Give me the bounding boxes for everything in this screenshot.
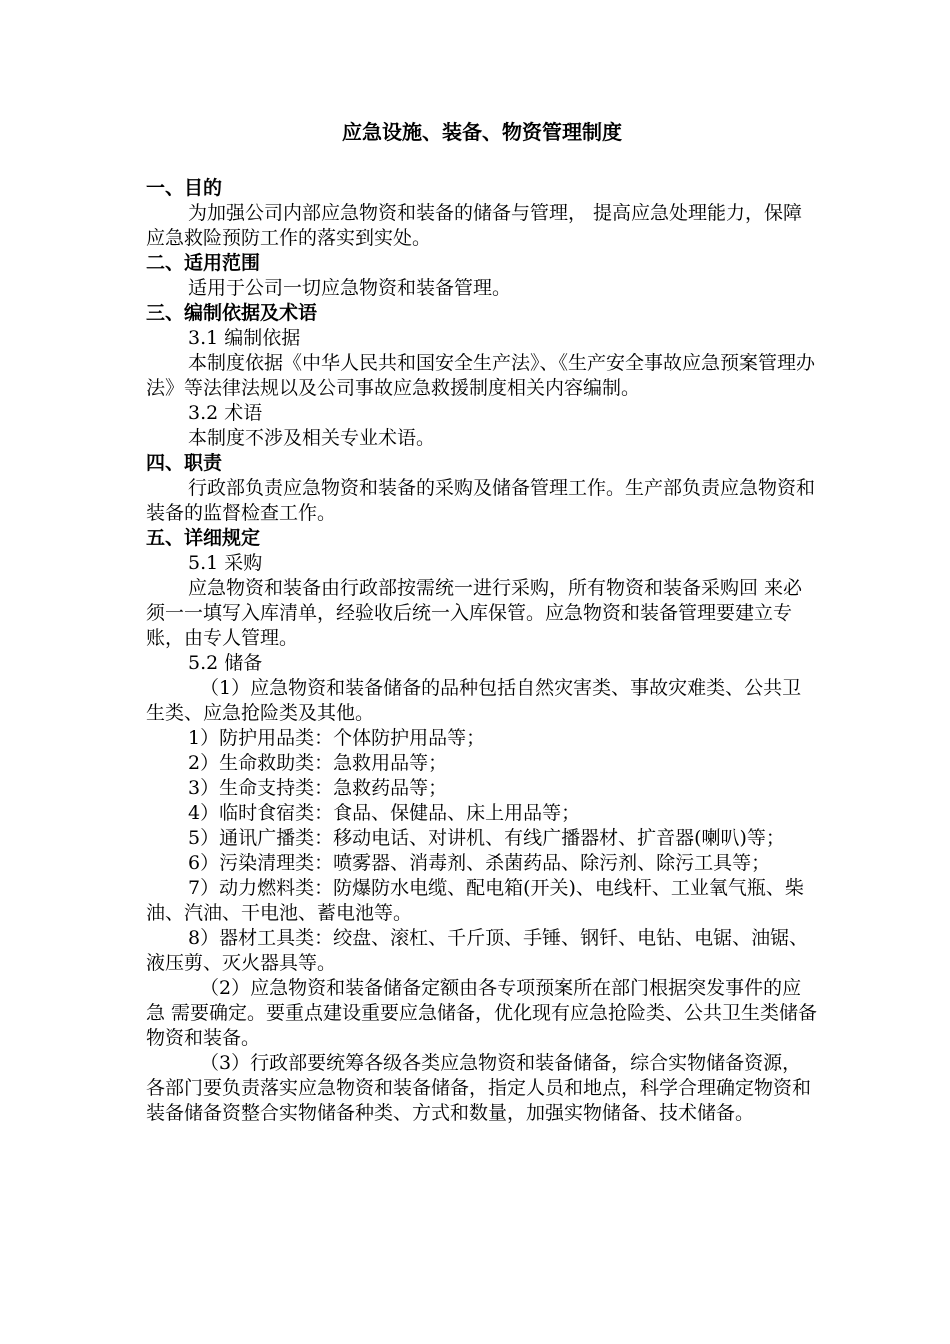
list-item: 1）防护用品类：个体防护用品等；	[188, 727, 486, 749]
paragraph: （2）应急物资和装备储备定额由各专项预案所在部门根据突发事件的应急 需要确定。要重点建设重要应急储备，优化现有应急抢险类、公共卫生类储备物资和装备。	[146, 977, 818, 1049]
paragraph: 为加强公司内部应急物资和装备的储备与管理， 提高应急处理能力，保障应急救险预防工作的落实到实处。	[146, 202, 803, 249]
list-item: 8）器材工具类：绞盘、滚杠、千斤顶、手锤、钢钎、电钻、电锯、油锯、 液压剪、灭火器具等。	[146, 927, 809, 974]
section-heading-basis: 三、编制依据及术语	[146, 302, 318, 324]
list-item: 4）临时食宿类：食品、保健品、床上用品等；	[188, 802, 581, 824]
list-item: 2）生命救助类：急救用品等；	[188, 752, 448, 774]
subsection-heading: 5.1 采购	[188, 552, 263, 574]
list-item: 6）污染清理类：喷雾器、消毒剂、杀菌药品、除污剂、除污工具等；	[188, 852, 771, 874]
paragraph: （3）行政部要统筹各级各类应急物资和装备储备，综合实物储备资源，各部门要负责落实应急物资和装备储备，指定人员和地点，科学合理确定物资和装备储备资整合实物储备种类、方式和数量，加强实物储备、技术储备。	[146, 1052, 812, 1124]
section-heading-duties: 四、职责	[146, 452, 223, 474]
list-item: 7）动力燃料类：防爆防水电缆、配电箱(开关)、电线杆、工业氧气瓶、柴 油、汽油、干电池、蓄电池等。	[146, 877, 804, 924]
paragraph: （1）应急物资和装备储备的品种包括自然灾害类、事故灾难类、公共卫生类、应急抢险类及其他。	[146, 677, 802, 724]
paragraph: 行政部负责应急物资和装备的采购及储备管理工作。生产部负责应急物资和装备的监督检查工作。	[146, 477, 816, 524]
subsection-heading: 5.2 储备	[188, 652, 263, 674]
section-heading-scope: 二、适用范围	[146, 252, 261, 274]
paragraph: 适用于公司一切应急物资和装备管理。	[188, 277, 512, 299]
document-title: 应急设施、装备、物资管理制度	[342, 120, 622, 144]
paragraph: 应急物资和装备由行政部按需统一进行采购，所有物资和装备采购回 来必须一一填写入库清单，经验收后统一入库保管。应急物资和装备管理要建立专账，由专人管理。	[146, 577, 803, 649]
paragraph: 本制度依据《中华人民共和国安全生产法》、《生产安全事故应急预案管理办法》等法律法规以及公司事故应急救援制度相关内容编制。	[146, 352, 816, 399]
list-item: 3）生命支持类：急救药品等；	[188, 777, 448, 799]
paragraph: 本制度不涉及相关专业术语。	[188, 427, 436, 449]
document-page	[146, 118, 818, 1126]
subsection-heading: 3.2 术语	[188, 402, 263, 424]
section-heading-purpose: 一、目的	[146, 177, 223, 199]
section-heading-details: 五、详细规定	[146, 527, 261, 549]
list-item: 5）通讯广播类：移动电话、对讲机、有线广播器材、扩音器(喇叭)等；	[188, 827, 785, 849]
subsection-heading: 3.1 编制依据	[188, 327, 301, 349]
